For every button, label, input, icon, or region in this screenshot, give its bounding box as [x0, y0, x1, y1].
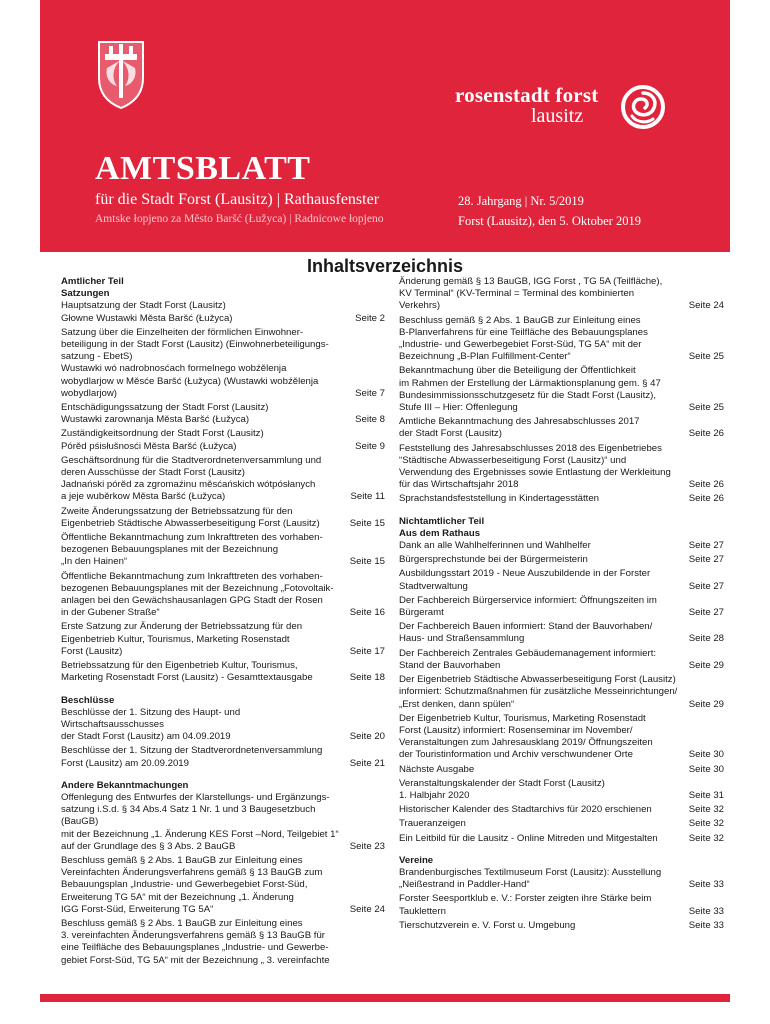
coat-of-arms-icon: [95, 38, 147, 110]
toc-entry[interactable]: [61, 918, 385, 967]
toc-entry-title: Betriebssatzung für den Eigenbetrieb Kultur, Tourismus, Marketing Rosenstadt Forst (Lausitz) - Gesamttextausgabe: [61, 660, 313, 684]
toc-title: Inhaltsverzeichnis: [306, 256, 464, 276]
toc-entry-page: Seite 17: [349, 645, 385, 657]
toc-entry-title: Der Fachbereich Bauen informiert: Stand der Bauvorhaben/ Haus- und Straßensammlung: [399, 621, 653, 645]
page-title: AMTSBLATT: [95, 150, 311, 187]
section-heading: Satzungen: [61, 288, 110, 300]
toc-entry-title: Beschluss gemäß § 2 Abs. 1 BauGB zur Einleitung eines 3. vereinfachten Änderungsverfahrens gemäß § 13 BauGB für eine Teilfläche des Bebauungsplanes „Industrie- und Gewerbe- gebiet Forst-Süd, TG 5A“ mit der Bezeichnung „ 3. vereinfachte: [61, 917, 330, 966]
toc-entry-page: Seite 33: [688, 905, 724, 917]
toc-entry-page: Seite 18: [349, 672, 385, 684]
toc-entry[interactable]: [399, 893, 724, 917]
section-gap: [61, 687, 385, 695]
toc-entry[interactable]: [61, 621, 385, 658]
toc-entry-title: Feststellung des Jahresabschlusses 2018 des Eigenbetriebes “Städtische Abwasserbeseitigung Forst (Lausitz)“ und Verwendung des Ergebnisses sowie Entlastung der Werkleitung für das Wirtschaftsjahr 2018: [399, 442, 671, 491]
toc-entry-page: Seite 24: [349, 903, 385, 915]
toc-entry[interactable]: [399, 867, 724, 891]
toc-entry-title: Geschäftsordnung für die Stadtverordnetenversammlung und deren Ausschüsse der Stadt Forst (Lausitz) Jadnański pórěd za zgromaźinu měsćańskich wótpósłanych a jeje wuběrkow Města Baršć (Łužyca): [61, 454, 322, 503]
toc-entry[interactable]: [399, 764, 724, 776]
toc-entry[interactable]: [61, 571, 385, 620]
toc-entry-title: Veranstaltungskalender der Stadt Forst (Lausitz) 1. Halbjahr 2020: [399, 777, 605, 801]
toc-entry[interactable]: [399, 818, 724, 830]
toc-entry-title: Bekanntmachung über die Beteiligung der Öffentlichkeit im Rahmen der Erstellung der Lärmaktionsplanung gem. § 47 Bundesimmissionsschutzgesetz für die Stadt Forst (Lausitz), Stufe III – Hier: Offenlegung: [399, 365, 661, 414]
toc-entry[interactable]: [399, 595, 724, 619]
toc-entry-title: Erste Satzung zur Änderung der Betriebssatzung für den Eigenbetrieb Kultur, Tourismus, Marketing Rosenstadt Forst (Lausitz): [61, 621, 303, 657]
toc-entry-page: Seite 7: [355, 387, 385, 399]
subtitle: für die Stadt Forst (Lausitz) | Rathausfenster: [95, 191, 380, 208]
toc-entry-page: Seite 31: [688, 789, 724, 801]
toc-entry[interactable]: [399, 804, 724, 816]
toc-entry-page: Seite 15: [349, 517, 385, 529]
toc-entry-page: Seite 30: [688, 749, 724, 761]
toc-entry[interactable]: [61, 455, 385, 504]
toc-entry-page: Seite 32: [688, 832, 724, 844]
toc-entry-page: Seite 33: [688, 919, 724, 931]
toc-entry-title: Satzung über die Einzelheiten der förmlichen Einwohner- beteiligung in der Stadt Forst (Lausitz) (Einwohnerbeteiligungs- satzung - EbetS) Wustawki wó nadrobnosćach formelnego wobźělenja wobydlarjow w Měsće Baršć (Łužyca) (Wustawki wobźělenja wobydlarjow): [61, 326, 329, 399]
toc-entry-page: Seite 33: [688, 879, 724, 891]
toc-entry-page: Seite 26: [688, 493, 724, 505]
toc-entry-title: Historischer Kalender des Stadtarchivs für 2020 erschienen: [399, 804, 652, 816]
toc-entry-title: Traueranzeigen: [399, 818, 466, 830]
toc-entry-page: Seite 27: [688, 580, 724, 592]
toc-entry-page: Seite 28: [688, 633, 724, 645]
section-heading: Vereine: [399, 854, 434, 866]
toc-entry[interactable]: [399, 276, 724, 313]
toc-entry[interactable]: [399, 554, 724, 566]
toc-entry[interactable]: [61, 428, 385, 452]
toc-entry-title: Zweite Änderungssatzung der Betriebssatzung für den Eigenbetrieb Städtische Abwasserbeseitigung Forst (Lausitz): [61, 505, 320, 529]
issue-date: Forst (Lausitz), den 5. Oktober 2019: [458, 214, 641, 228]
toc-entry-page: Seite 20: [349, 731, 385, 743]
toc-entry-page: Seite 32: [688, 804, 724, 816]
toc-entry-title: Forster Seesportklub e. V.: Forster zeigten ihre Stärke beim Tauklettern: [399, 893, 652, 917]
toc-entry-title: Öffentliche Bekanntmachung zum Inkrafttreten des vorhaben- bezogenen Bebauungsplanes mit der Bezeichnung „Fotovoltaik- anlagen bei den Gewächshausanlagen GPG Stadt der Rosen in der Gubener Straße“: [61, 570, 334, 619]
toc-entry-page: Seite 25: [688, 351, 724, 363]
toc-entry-title: Nächste Ausgabe: [399, 763, 475, 775]
toc-entry[interactable]: [399, 540, 724, 552]
toc-entry[interactable]: [399, 568, 724, 592]
toc-entry-page: Seite 26: [688, 479, 724, 491]
toc-entry[interactable]: [61, 660, 385, 684]
toc-entry[interactable]: [399, 778, 724, 802]
toc-entry-page: Seite 27: [688, 540, 724, 552]
toc-entry-page: Seite 23: [349, 840, 385, 852]
toc-entry[interactable]: [399, 365, 724, 414]
toc-entry[interactable]: [61, 532, 385, 569]
toc-entry-title: Der Eigenbetrieb Kultur, Tourismus, Marketing Rosenstadt Forst (Lausitz) informiert: Rosenseminar im November/ Veranstaltungen zum Jahresausklang 2019/ Öffnungszeiten der Touristinformation und Archiv verschwundener Orte: [399, 712, 653, 761]
section-heading: Andere Bekanntmachungen: [61, 779, 189, 791]
toc-entry-page: Seite 8: [355, 414, 385, 426]
toc-entry[interactable]: [399, 493, 724, 505]
toc-entry-page: Seite 25: [688, 402, 724, 414]
toc-entry[interactable]: [399, 648, 724, 672]
rose-logo-icon: [620, 84, 666, 130]
section-heading: Aus dem Rathaus: [399, 527, 481, 539]
issue-number: 28. Jahrgang | Nr. 5/2019: [458, 194, 584, 208]
toc-column-left: [61, 276, 385, 969]
toc-entry-title: Brandenburgisches Textilmuseum Forst (Lausitz): Ausstellung „Neißestrand in Paddler-Hand“: [399, 866, 662, 891]
toc-entry-page: Seite 27: [688, 607, 724, 619]
toc-entry[interactable]: [399, 674, 724, 711]
toc-entry-title: Beschluss gemäß § 2 Abs. 1 BauGB zur Einleitung eines Vereinfachten Änderungsverfahrens gemäß § 13 BauGB zum Bebauungsplan „Industrie- und Gewerbegebiet Forst-Süd, Erweiterung TG 5A“ mit der Bezeichnung „1. Änderung IGG Forst-Süd, Erweiterung TG 5A“: [61, 854, 323, 915]
toc-entry[interactable]: [399, 920, 724, 932]
toc-entry-title: Der Fachbereich Bürgerservice informiert: Öffnungszeiten im Bürgeramt: [399, 594, 657, 619]
toc-entry[interactable]: [399, 315, 724, 364]
brand-line-2: lausitz: [531, 105, 584, 127]
toc-entry-page: Seite 16: [349, 607, 385, 619]
toc-entry[interactable]: [399, 416, 724, 440]
toc-entry-page: Seite 2: [355, 312, 385, 324]
subtitle-sorbian: Amtske łopjeno za Město Baršć (Łužyca) | Radnicowe łopjeno: [95, 213, 384, 225]
brand-wordmark: [455, 84, 598, 126]
toc-entry-title: Beschlüsse der 1. Sitzung der Stadtverordnetenversammlung Forst (Lausitz) am 20.09.2019: [61, 745, 323, 769]
toc-entry[interactable]: [61, 707, 385, 744]
toc-entry-title: Offenlegung des Entwurfes der Klarstellungs- und Ergänzungs- satzung i.S.d. § 34 Abs.4 Satz 1 Nr. 1 und 3 Baugesetzbuch (BauGB) mit der Bezeichnung „1. Änderung KES Forst –Nord, Teilgebiet 1“ auf der Grundlage des § 3 Abs. 2 BauGB: [61, 791, 339, 852]
toc-entry-page: Seite 11: [350, 491, 385, 503]
toc-entry[interactable]: [399, 621, 724, 645]
toc-entry[interactable]: [61, 327, 385, 400]
toc-entry-page: Seite 15: [349, 556, 385, 568]
toc-entry-title: Amtliche Bekanntmachung des Jahresabschlusses 2017 der Stadt Forst (Lausitz): [399, 416, 640, 440]
toc-entry-title: Bürgersprechstunde bei der Bürgermeisterin: [399, 554, 588, 566]
toc-entry-page: Seite 24: [688, 300, 724, 312]
toc-entry[interactable]: [61, 855, 385, 916]
toc-entry-page: Seite 9: [355, 440, 385, 452]
toc-entry[interactable]: [61, 745, 385, 769]
toc-entry-title: Hauptsatzung der Stadt Forst (Lausitz) Głowne Wustawki Města Baršć (Łužyca): [61, 300, 233, 324]
toc-entry-title: Tierschutzverein e. V. Forst u. Umgebung: [399, 919, 576, 931]
footer-bar: [40, 994, 730, 1002]
toc-entry-title: Ausbildungsstart 2019 - Neue Auszubildende in der Forster Stadtverwaltung: [399, 568, 651, 592]
toc-entry-page: Seite 32: [688, 818, 724, 830]
toc-entry[interactable]: [61, 506, 385, 530]
section-gap: [61, 772, 385, 780]
toc-entry-page: Seite 21: [349, 757, 385, 769]
section-heading: Amtlicher Teil: [61, 276, 124, 287]
toc-entry[interactable]: [61, 300, 385, 324]
toc-entry-title: Entschädigungssatzung der Stadt Forst (Lausitz) Wustawki zarownanja Města Baršć (Łužyca): [61, 402, 269, 426]
toc-entry-title: Änderung gemäß § 13 BauGB, IGG Forst , TG 5A (Teilfläche), KV Terminal“ (KV-Terminal = Terminal des kombinierten Verkehrs): [399, 276, 663, 312]
toc-entry-title: Beschluss gemäß § 2 Abs. 1 BauGB zur Einleitung eines B-Planverfahrens für eine Teilfläche des Bebauungsplanes „Industrie- und Gewerbegebiet Forst-Süd, TG 5A“ mit der Bezeichnung „B-Plan Fulfillment-Center“: [399, 314, 648, 363]
toc-entry-title: Ein Leitbild für die Lausitz - Online Mitreden und Mitgestalten: [399, 832, 658, 844]
toc-entry-title: Sprachstandsfeststellung in Kindertagesstätten: [399, 493, 599, 505]
toc-entry-title: Dank an alle Wahlhelferinnen und Wahlhelfer: [399, 540, 591, 552]
section-gap: [399, 508, 724, 516]
toc-entry-page: Seite 26: [688, 428, 724, 440]
section-heading: Beschlüsse: [61, 694, 115, 706]
toc-entry-title: Der Fachbereich Zentrales Gebäudemanagement informiert: Stand der Bauvorhaben: [399, 647, 657, 671]
toc-entry-title: Beschlüsse der 1. Sitzung des Haupt- und Wirtschaftsausschusses der Stadt Forst (Lausitz) am 04.09.2019: [61, 706, 241, 743]
brand-line-1: rosenstadt forst: [455, 83, 599, 107]
section-heading: Nichtamtlicher Teil: [399, 515, 485, 527]
toc-entry[interactable]: [61, 792, 385, 853]
toc-entry[interactable]: [61, 402, 385, 426]
toc-entry-title: Zuständigkeitsordnung der Stadt Forst (Lausitz) Pórěd pśisłušnosći Města Baršć (Łužyca): [61, 428, 264, 452]
toc-entry-page: Seite 29: [688, 659, 724, 671]
toc-entry[interactable]: [399, 443, 724, 492]
toc-entry-page: Seite 30: [688, 763, 724, 775]
toc-entry-page: Seite 29: [688, 698, 724, 710]
toc-entry-page: Seite 27: [688, 554, 724, 566]
toc-column-right: [399, 276, 724, 934]
toc-entry[interactable]: [399, 833, 724, 845]
section-gap: [399, 847, 724, 855]
toc-entry-title: Öffentliche Bekanntmachung zum Inkrafttreten des vorhaben- bezogenen Bebauungsplanes mit der Bezeichnung „In den Hainen“: [61, 532, 323, 568]
toc-entry-title: Der Eigenbetrieb Städtische Abwasserbeseitigung Forst (Lausitz) informiert: Schutzmaßnahmen für zusätzliche Messeinrichtungen/ „Erst denken, dann spülen“: [399, 674, 678, 710]
toc-entry[interactable]: [399, 713, 724, 762]
